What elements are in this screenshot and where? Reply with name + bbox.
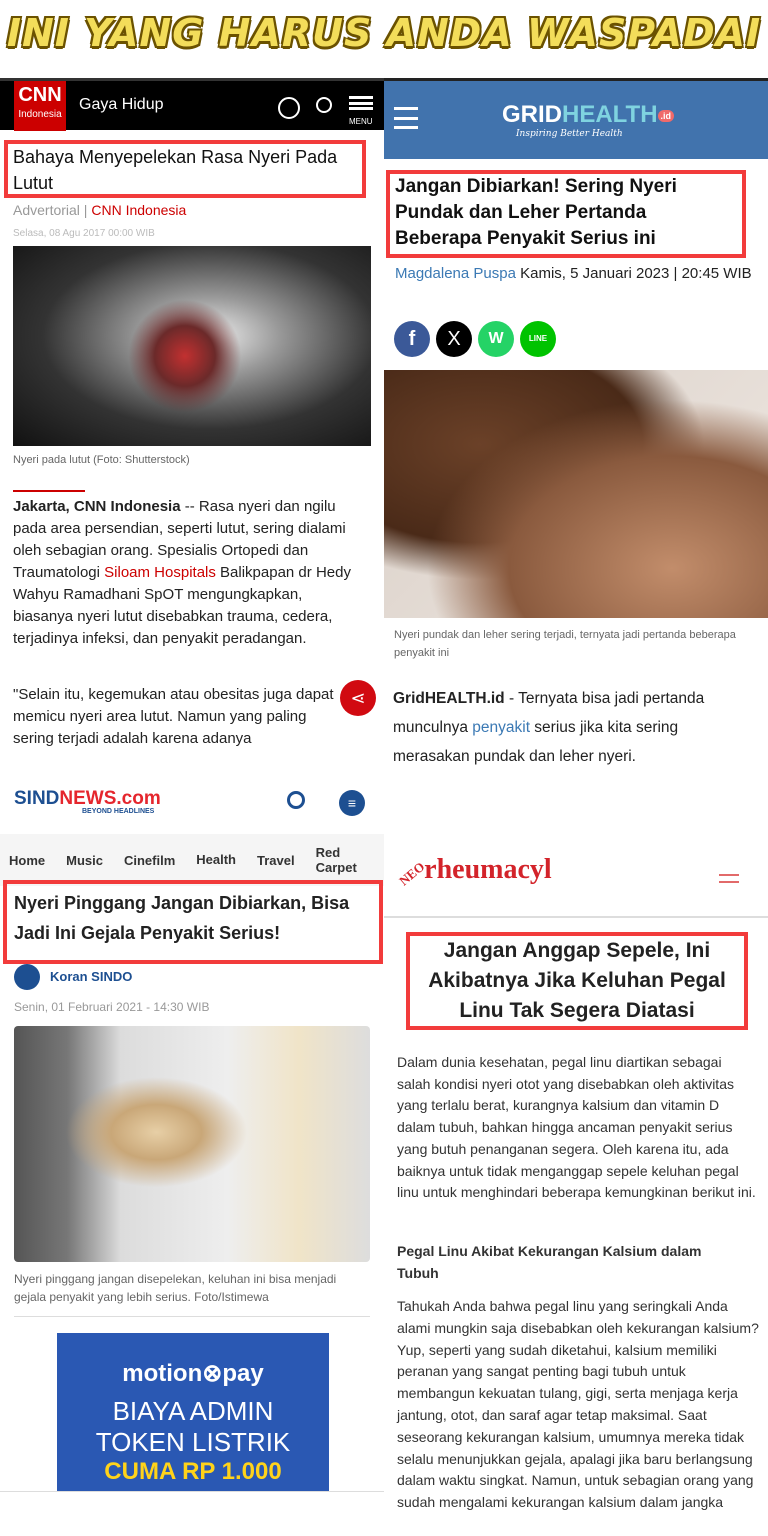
article-byline [395, 264, 755, 284]
banner-title: INI YANG HARUS ANDA WASPADAI [6, 11, 762, 55]
rheumacyl-panel [384, 830, 768, 1536]
logo-id: .id [658, 110, 675, 122]
knee-pain-photo [13, 246, 371, 446]
back-pain-photo [14, 1026, 370, 1262]
p1-text-2: Balikpapan dr Hedy Wahyu Ramadhani SpOT mengungkapkan, biasanya nyeri lutut disebabkan trauma, cedera, terjadinya infeksi, dan penyakit peradangan. [13, 564, 351, 647]
photo-caption: Nyeri pinggang jangan disepelekan, keluhan ini bisa menjadi gejala penyakit yang lebih serius. Foto/Istimewa [14, 1272, 337, 1304]
logo-tagline: BEYOND HEADLINES [82, 808, 155, 815]
article-title: Bahaya Menyepelekan Rasa Nyeri Pada Lutut [13, 147, 338, 193]
menu-label: MENU [349, 117, 373, 126]
gridhealth-panel [384, 78, 768, 778]
shoulder-pain-photo [384, 370, 768, 618]
facebook-icon[interactable]: f [394, 321, 430, 357]
divider [14, 1316, 370, 1317]
siloam-link[interactable]: Siloam Hospitals [104, 564, 216, 581]
logo-neo: NEO [396, 858, 428, 889]
logo-grid: GRID [502, 101, 562, 128]
tagline: Inspiring Better Health [516, 129, 623, 139]
dateline: Jakarta, CNN Indonesia [13, 498, 181, 515]
logo-sind: SIND [14, 788, 60, 809]
lead-paragraph [393, 684, 743, 771]
share-button[interactable]: ⋖ [340, 680, 376, 716]
rheumacyl-logo[interactable] [396, 854, 552, 889]
meta-type: Advertorial | [13, 202, 92, 218]
x-icon[interactable]: X [436, 321, 472, 357]
search-icon[interactable] [316, 97, 332, 113]
divider [13, 490, 85, 492]
nav-home[interactable]: Home [9, 852, 46, 868]
section-label[interactable]: Gaya Hidup [79, 96, 164, 113]
cnn-header [0, 78, 384, 130]
motionpay-ad[interactable] [57, 1333, 329, 1492]
p-text-2: serius jika kita sering merasakan pundak dan leher nyeri. [393, 719, 679, 765]
logo-health: HEALTH [562, 101, 658, 128]
cnn-panel [0, 78, 384, 768]
user-icon[interactable] [278, 97, 300, 119]
penyakit-link[interactable]: penyakit [472, 719, 530, 736]
article-date: Kamis, 5 Januari 2023 | 20:45 WIB [515, 265, 752, 282]
header-divider [384, 916, 768, 918]
ad-line-2: TOKEN LISTRIK [95, 1427, 291, 1457]
ad-line-1: BIAYA ADMIN [112, 1396, 274, 1426]
article-title: Jangan Dibiarkan! Sering Nyeri Pundak dan Leher Pertanda Beberapa Penyakit Serius ini [395, 176, 677, 249]
paragraph-1: Dalam dunia kesehatan, pegal linu diartikan sebagai salah kondisi nyeri otot yang disebabkan oleh aktivitas yang terlalu berat, kurangnya kalsium dan vitamin D dalam tubuh, bahkan hingga ancaman penyakit serius yang butuh penanganan segera. Oleh karena itu, ada baiknya untuk tidak menganggap sepele keluhan pegal linu untuk menghindari beberapa kemungkinan berikut ini. [397, 1054, 756, 1201]
article-meta [13, 202, 186, 218]
logo-news: NEWS.com [59, 788, 161, 809]
p-text: - Ternyata bisa jadi pertanda munculnya [393, 690, 705, 736]
paragraph-2: "Selain itu, kegemukan atau obesitas juga dapat memicu nyeri area lutut. Namun yang paling sering terjadi adalah karena adanya [13, 686, 334, 747]
cnn-logo[interactable] [14, 81, 66, 131]
source: GridHEALTH.id [393, 690, 505, 707]
cnn-logo-text: CNN [18, 84, 62, 106]
nav-music[interactable]: Music [66, 852, 103, 868]
menu-icon[interactable] [349, 96, 373, 110]
author-link[interactable]: Magdalena Puspa [395, 265, 516, 282]
nav-red-carpet[interactable]: Red Carpet [315, 845, 357, 875]
nav-health[interactable]: Health [188, 836, 244, 884]
sindonews-logo[interactable] [14, 788, 161, 810]
article-date: Selasa, 08 Agu 2017 00:00 WIB [13, 228, 155, 239]
cnn-logo-sub: Indonesia [18, 109, 62, 120]
whatsapp-icon[interactable]: W [478, 321, 514, 357]
share-row [394, 321, 556, 357]
nav-travel[interactable]: Travel [257, 852, 295, 868]
section-heading: Pegal Linu Akibat Kekurangan Kalsium dalam Tubuh [397, 1243, 702, 1281]
paragraph-1 [13, 496, 365, 650]
nav-cinefilm[interactable]: Cinefilm [123, 852, 176, 868]
gridhealth-logo[interactable] [502, 101, 674, 129]
author-avatar [14, 964, 40, 990]
nav-bar [0, 834, 384, 886]
author-name[interactable]: Koran SINDO [50, 969, 133, 984]
grid-header [384, 78, 768, 159]
hamburger-icon[interactable] [719, 874, 739, 883]
article-date: Senin, 01 Februari 2021 - 14:30 WIB [14, 1000, 210, 1014]
photo-caption: Nyeri pada lutut (Foto: Shutterstock) [13, 454, 190, 466]
article-title: Jangan Anggap Sepele, Ini Akibatnya Jika Keluhan Pegal Linu Tak Segera Diatasi [428, 939, 726, 1022]
logo-text: rheumacyl [424, 854, 552, 885]
menu-button[interactable]: ≡ [339, 790, 365, 816]
search-icon[interactable] [287, 791, 305, 809]
hamburger-icon[interactable] [394, 107, 418, 129]
sindonews-panel [0, 770, 384, 1492]
line-icon[interactable]: LINE [520, 321, 556, 357]
ad-line-3: CUMA RP 1.000 [104, 1458, 282, 1485]
article-title: Nyeri Pinggang Jangan Dibiarkan, Bisa Jadi Ini Gejala Penyakit Serius! [14, 893, 350, 943]
p1-text: -- Rasa nyeri dan ngilu pada area persendian, seperti lutut, sering dialami oleh sebagian orang. Spesialis Ortopedi dan Traumatologi [13, 498, 346, 581]
meta-source[interactable]: CNN Indonesia [91, 202, 187, 218]
photo-caption: Nyeri pundak dan leher sering terjadi, ternyata jadi pertanda beberapa penyakit ini [394, 629, 736, 659]
paragraph-2: Tahukah Anda bahwa pegal linu yang seringkali Anda alami mungkin saja disebabkan oleh kekurangan kalsium? Yup, seperti yang sudah diketahui, kalsium memiliki peranan yang sangat penting bagi tubuh untuk membangun kekuatan tulang, gigi, serta menjaga kerja jantung, otot, dan saraf agar tetap maksimal. Saat seseorang kekurangan kalsium, umumnya mereka tidak selalu menunjukkan gejala, apalagi jika baru berlangsung dalam waktu singkat. Namun, untuk sebagian orang yang sudah mengalami kekurangan kalsium dalam jangka [397, 1298, 759, 1511]
ad-brand: motion⊗pay [122, 1360, 264, 1387]
